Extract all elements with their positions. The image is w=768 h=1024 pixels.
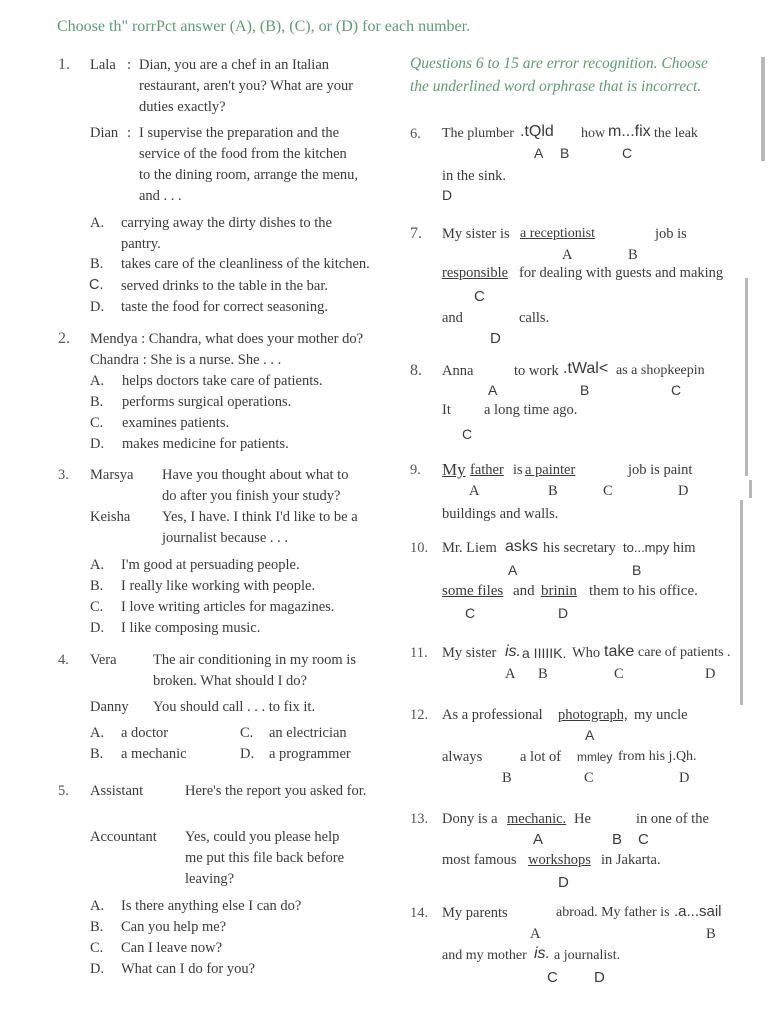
question-number: 8. [410,362,422,379]
option-label: A. [90,557,105,573]
option-label: C. [89,277,104,293]
dialogue-line: Yes, could you please help [185,829,340,845]
option-label: D. [240,746,255,762]
underlined-word[interactable]: is. [534,945,550,962]
dialogue-line: Mendya : Chandra, what does your mother do? [90,331,364,347]
option-d[interactable]: I like composing music. [121,620,261,636]
sentence-part: Dony is a [442,811,498,827]
sentence-part: care of patients . [638,645,731,660]
sentence-part: how [581,126,606,141]
underlined-word[interactable]: responsible [442,265,509,281]
dialogue-line: duties exactly? [139,99,226,115]
option-letter: D [678,483,689,499]
option-label: B. [90,746,104,762]
dialogue-line: I supervise the preparation and the [139,125,340,141]
option-letter: D [705,666,716,682]
sentence-part: most famous [442,852,517,868]
option-label: B. [90,919,104,935]
dialogue-line: The air conditioning in my room is [153,652,356,668]
option-label: D. [90,620,105,636]
dialogue-line: Here's the report you asked for. [185,783,367,799]
option-label: A. [90,725,105,741]
underlined-word[interactable]: mechanic. [507,811,567,827]
underlined-word[interactable]: mmley [577,750,613,764]
option-b[interactable]: I really like working with people. [121,578,316,594]
sentence-part: a journalist. [554,948,621,963]
underlined-word[interactable]: .a...sail [674,903,722,920]
sentence-part: Anna [442,363,474,379]
option-letter: B [628,247,638,263]
scroll-mark [749,480,752,498]
section-instruction-line1: Questions 6 to 15 are error recognition. Choose [410,55,708,72]
question-number: 10. [410,540,429,556]
option-letter: A [469,483,480,499]
option-label: C. [90,599,104,615]
sentence-part: a lot of [520,749,562,765]
sentence-part: from his j.Qh. [618,749,697,764]
option-letter: C [614,666,624,682]
option-b[interactable]: a mechanic [121,746,187,762]
option-d[interactable]: a programmer [269,746,351,762]
option-letter: B [612,831,623,848]
option-letter: D [442,187,453,203]
option-d[interactable]: makes medicine for patients. [122,436,289,452]
speaker-name: Keisha [90,509,131,525]
page-instruction: Choose th" rorrPct answer (A), (B), (C), or (D) for each number. [57,18,471,35]
speaker-name: Lala [90,57,116,73]
option-label: C. [90,940,104,956]
option-c[interactable]: an electrician [269,725,347,741]
underlined-word[interactable]: workshops [528,852,591,868]
question-number: 2. [58,330,70,347]
scroll-mark [745,278,748,476]
sentence-part: job is paint [628,462,693,478]
dialogue-line: me put this file back before [185,850,345,866]
dialogue-line: to the dining room, arrange the menu, [139,167,359,183]
sentence-part: his secretary [543,540,616,556]
option-label: B. [90,578,104,594]
option-label: D. [90,961,105,977]
option-letter: C [465,605,476,621]
underlined-word[interactable]: a IIIIIK. [522,645,567,661]
option-letter: C [547,969,558,986]
option-letter: C [622,145,633,161]
option-letter: A [508,562,518,578]
separator: : [127,125,132,141]
option-letter: A [505,666,516,682]
separator: : [127,57,132,73]
option-label: A. [90,898,105,914]
option-letter: C [638,831,649,848]
question-number: 14. [410,905,429,921]
option-label: C. [240,725,254,741]
sentence-part: always [442,749,483,765]
sentence-part: a long time ago. [484,402,578,418]
dialogue-line: journalist because . . . [162,530,289,546]
dialogue-line: Chandra : She is a nurse. She . . . [90,352,282,368]
question-number: 6. [410,126,421,142]
speaker-name: Assistant [90,783,144,799]
option-b[interactable]: performs surgical operations. [122,394,292,410]
option-label: A. [90,215,105,231]
scroll-mark [740,500,743,705]
option-label: D. [90,299,105,315]
option-letter: A [534,145,544,161]
option-letter: D [679,770,690,786]
dialogue-line: You should call . . . to fix it. [153,699,316,715]
option-label: C. [90,415,104,431]
option-b[interactable]: Can you help me? [121,919,227,935]
underlined-word[interactable]: some files [442,583,504,599]
question-number: 4. [58,652,69,668]
option-letter: B [580,382,590,398]
dialogue-line: Dian, you are a chef in an Italian [139,57,330,73]
option-a-cont: pantry. [121,236,161,252]
dialogue-line: broken. What should I do? [153,673,307,689]
option-letter: B [502,770,512,786]
dialogue-line: leaving? [185,871,235,887]
sentence-part: them to his office. [589,583,698,599]
question-number: 12. [410,707,429,723]
option-a[interactable]: a doctor [121,725,169,741]
speaker-name: Accountant [90,829,157,845]
sentence-part: He [574,811,591,827]
option-letter: B [706,926,716,942]
option-letter: D [594,969,605,986]
option-letter: B [548,483,558,499]
underlined-word[interactable]: a painter [525,462,576,478]
option-c[interactable]: Can I leave now? [121,940,223,956]
dialogue-line: Have you thought about what to [162,467,349,483]
option-c[interactable]: served drinks to the table in the bar. [121,278,328,294]
option-letter: D [558,605,569,621]
speaker-name: Dian [90,125,119,141]
underlined-word[interactable]: m...fix [608,123,651,140]
option-letter: A [533,831,544,848]
underlined-word[interactable]: take [604,643,635,660]
sentence-part: and [513,583,535,599]
sentence-part: As a professional [442,707,543,723]
option-a[interactable]: Is there anything else I can do? [121,898,302,914]
sentence-part: Who [572,645,601,661]
question-number: 7. [410,225,422,242]
option-letter: C [584,770,594,786]
question-number: 3. [58,467,69,483]
sentence-part: in the sink. [442,168,507,184]
option-a[interactable]: I'm good at persuading people. [121,557,300,573]
option-label: A. [90,373,105,389]
sentence-part: my uncle [634,707,688,723]
option-letter: B [538,666,548,682]
underlined-word[interactable]: a receptionist [520,226,596,241]
sentence-part: buildings and walls. [442,506,559,522]
option-label: D. [90,436,105,452]
option-label: B. [90,394,104,410]
sentence-part: It [442,402,451,418]
sentence-part: abroad. My father is [556,905,670,920]
underlined-word[interactable]: is. [505,643,521,660]
sentence-part: calls. [519,310,550,326]
underlined-word[interactable]: .tQld [520,123,554,140]
option-letter: D [558,874,569,891]
question-number: 9. [410,462,421,478]
sentence-part: job is [655,226,687,242]
option-letter: D [490,330,501,347]
sentence-part: Mr. Liem [442,540,497,556]
option-letter: C [462,426,473,442]
sentence-part: and my mother [442,948,527,963]
dialogue-line: Yes, I have. I think I'd like to be a [162,509,358,525]
underlined-word[interactable]: asks [505,538,538,555]
option-d[interactable]: taste the food for correct seasoning. [121,299,328,315]
speaker-name: Vera [90,652,117,668]
option-d[interactable]: What can I do for you? [121,961,256,977]
speaker-name: Marsya [90,467,134,483]
scroll-mark [761,57,765,161]
sentence-part: The plumber [442,126,514,141]
sentence-part: in one of the [636,811,709,827]
sentence-part: as a shopkeepin [616,363,705,378]
question-number: 1. [58,56,70,73]
underlined-word[interactable]: to...mpy [623,540,670,555]
underlined-word[interactable]: .tWal< [563,360,609,377]
option-letter: B [632,562,642,578]
section-instruction-line2: the underlined word orphrase that is incorrect. [410,78,702,95]
option-letter: C [603,483,613,499]
underlined-word[interactable]: photograph, [558,707,628,723]
sentence-part: is [513,462,523,478]
sentence-part: My parents [442,905,508,921]
option-letter: C [671,382,682,398]
sentence-part: him [673,540,696,556]
question-number: 11. [410,645,428,661]
option-letter: A [488,382,498,398]
option-b[interactable]: takes care of the cleanliness of the kitchen. [121,256,370,272]
sentence-part: My sister is [442,226,510,242]
option-c[interactable]: examines patients. [122,415,230,431]
option-letter: A [562,247,573,263]
option-letter: B [560,145,570,161]
sentence-part: in Jakarta. [601,852,661,868]
sentence-part: the leak [654,126,698,141]
speaker-name: Danny [90,699,129,715]
question-number: 13. [410,811,429,827]
option-label: B. [90,256,104,272]
option-letter: A [585,727,595,743]
dialogue-line: do after you finish your study? [162,488,341,504]
dialogue-line: service of the food from the kitchen [139,146,347,162]
sentence-part: for dealing with guests and making [519,265,724,281]
question-number: 5. [58,783,69,799]
option-a[interactable]: helps doctors take care of patients. [122,373,323,389]
underlined-word[interactable]: father [470,462,504,478]
underlined-word[interactable]: My [442,460,466,479]
option-a[interactable]: carrying away the dirty dishes to the [121,215,332,231]
option-letter: A [530,926,541,942]
sentence-part: to work [514,363,559,379]
sentence-part: My sister [442,645,497,661]
option-letter: C [474,288,485,305]
sentence-part: and [442,310,463,326]
option-c[interactable]: I love writing articles for magazines. [121,599,335,615]
dialogue-line: and . . . [139,188,182,204]
underlined-word[interactable]: brinin [541,583,577,599]
dialogue-line: restaurant, aren't you? What are your [139,78,354,94]
